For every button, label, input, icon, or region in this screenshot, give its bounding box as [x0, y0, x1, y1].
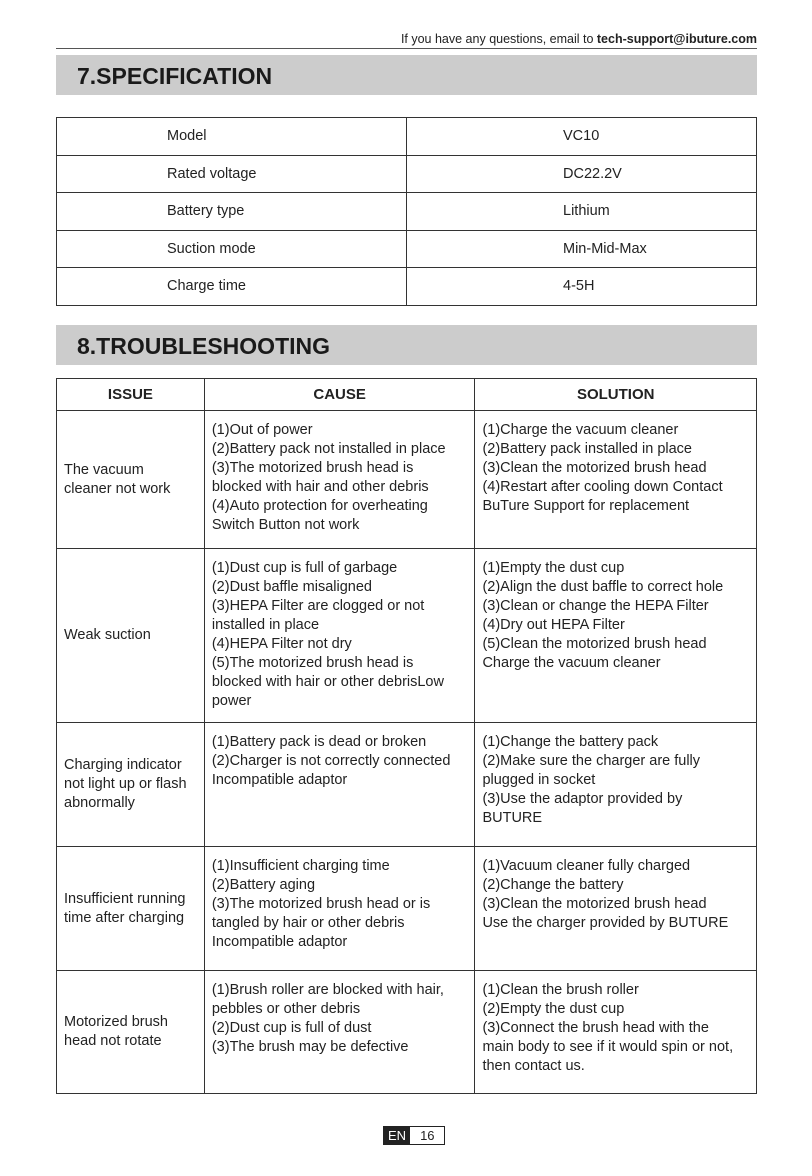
spec-key: Battery type — [57, 193, 407, 231]
issue-cell — [57, 971, 205, 1094]
table-header-row — [57, 379, 757, 411]
issue-cell — [57, 723, 205, 847]
issue-cell — [57, 847, 205, 971]
spec-key: Rated voltage — [57, 155, 407, 193]
cause-cell — [204, 971, 475, 1094]
spec-row — [57, 193, 757, 231]
header-text: If you have any questions, email to — [400, 32, 597, 46]
spec-key: Suction mode — [57, 230, 407, 268]
solution-text: (1)Change the battery pack (2)Make sure the charger are fully plugged in socket (3)Use the adaptor provided by BUTURE — [482, 734, 701, 826]
spec-row — [57, 118, 757, 156]
page-number: 16 — [420, 1128, 435, 1143]
specification-table — [56, 117, 757, 306]
section-title-specification: 7.SPECIFICATION — [56, 55, 757, 95]
spec-row — [57, 268, 757, 306]
solution-text: (1)Charge the vacuum cleaner (2)Battery pack installed in place (3)Clean the motorized brush head (4)Restart after cooling down Contact BuTure Support for replacement — [482, 422, 723, 514]
solution-cell — [475, 971, 757, 1094]
solution-cell — [475, 723, 757, 847]
page-number-badge — [383, 1126, 445, 1145]
issue-text: Insufficient running time after charging — [64, 890, 186, 926]
spec-value: Min-Mid-Max — [407, 230, 757, 268]
spec-value: Lithium — [407, 193, 757, 231]
troubleshooting-table — [56, 378, 757, 1094]
cause-cell — [204, 847, 475, 971]
troubleshooting-row — [57, 411, 757, 549]
issue-text: Motorized brush head not rotate — [64, 1014, 168, 1049]
issue-cell — [57, 549, 205, 723]
spec-key: Charge time — [57, 268, 407, 306]
troubleshooting-row — [57, 971, 757, 1094]
cause-cell — [204, 411, 475, 549]
language-label: EN — [384, 1127, 410, 1144]
issue-text: Weak suction — [64, 627, 151, 643]
solution-text: (1)Empty the dust cup (2)Align the dust baffle to correct hole (3)Clean or change the HEPA Filter (4)Dry out HEPA Filter (5)Clean the motorized brush head Charge the vacuum cleaner — [482, 560, 724, 671]
solution-cell — [475, 847, 757, 971]
cause-cell — [204, 723, 475, 847]
page-header — [56, 32, 757, 49]
troubleshooting-row — [57, 847, 757, 971]
cause-text: (1)Out of power (2)Battery pack not installed in place (3)The motorized brush head is blocked with hair and other debris (4)Auto protection for overheating Switch Button not work — [211, 422, 446, 533]
cause-text: (1)Brush roller are blocked with hair, pebbles or other debris (2)Dust cup is full of dust (3)The brush may be defective — [211, 982, 444, 1055]
solution-cell — [475, 411, 757, 549]
spec-value: 4-5H — [407, 268, 757, 306]
issue-cell — [57, 411, 205, 549]
spec-row — [57, 155, 757, 193]
cause-text: (1)Insufficient charging time (2)Battery aging (3)The motorized brush head or is tangled by hair or other debris Incompatible adaptor — [211, 858, 431, 950]
issue-text: Charging indicator not light up or flash abnormally — [64, 757, 187, 811]
spec-row — [57, 230, 757, 268]
spec-value: DC22.2V — [407, 155, 757, 193]
cause-text: (1)Dust cup is full of garbage (2)Dust baffle misaligned (3)HEPA Filter are clogged or not installed in place (4)HEPA Filter not dry (5)The motorized brush head is blocked with hair or other debrisLow power — [211, 560, 444, 709]
column-header-solution: SOLUTION — [475, 379, 757, 411]
solution-text: (1)Clean the brush roller (2)Empty the dust cup (3)Connect the brush head with the main body to see if it would spin or not, then contact us. — [482, 982, 734, 1074]
solution-cell — [475, 549, 757, 723]
solution-text: (1)Vacuum cleaner fully charged (2)Change the battery (3)Clean the motorized brush head Use the charger provided by BUTURE — [482, 858, 729, 931]
troubleshooting-row — [57, 723, 757, 847]
cause-cell — [204, 549, 475, 723]
support-email: tech-support@ibuture.com — [596, 32, 757, 46]
spec-value: VC10 — [407, 118, 757, 156]
section-title-troubleshooting: 8.TROUBLESHOOTING — [56, 325, 757, 365]
troubleshooting-row — [57, 549, 757, 723]
spec-key: Model — [57, 118, 407, 156]
column-header-issue: ISSUE — [57, 379, 205, 411]
issue-text: The vacuum cleaner not work — [64, 461, 171, 497]
column-header-cause: CAUSE — [204, 379, 475, 411]
cause-text: (1)Battery pack is dead or broken (2)Charger is not correctly connected Incompatible adaptor — [211, 734, 451, 788]
